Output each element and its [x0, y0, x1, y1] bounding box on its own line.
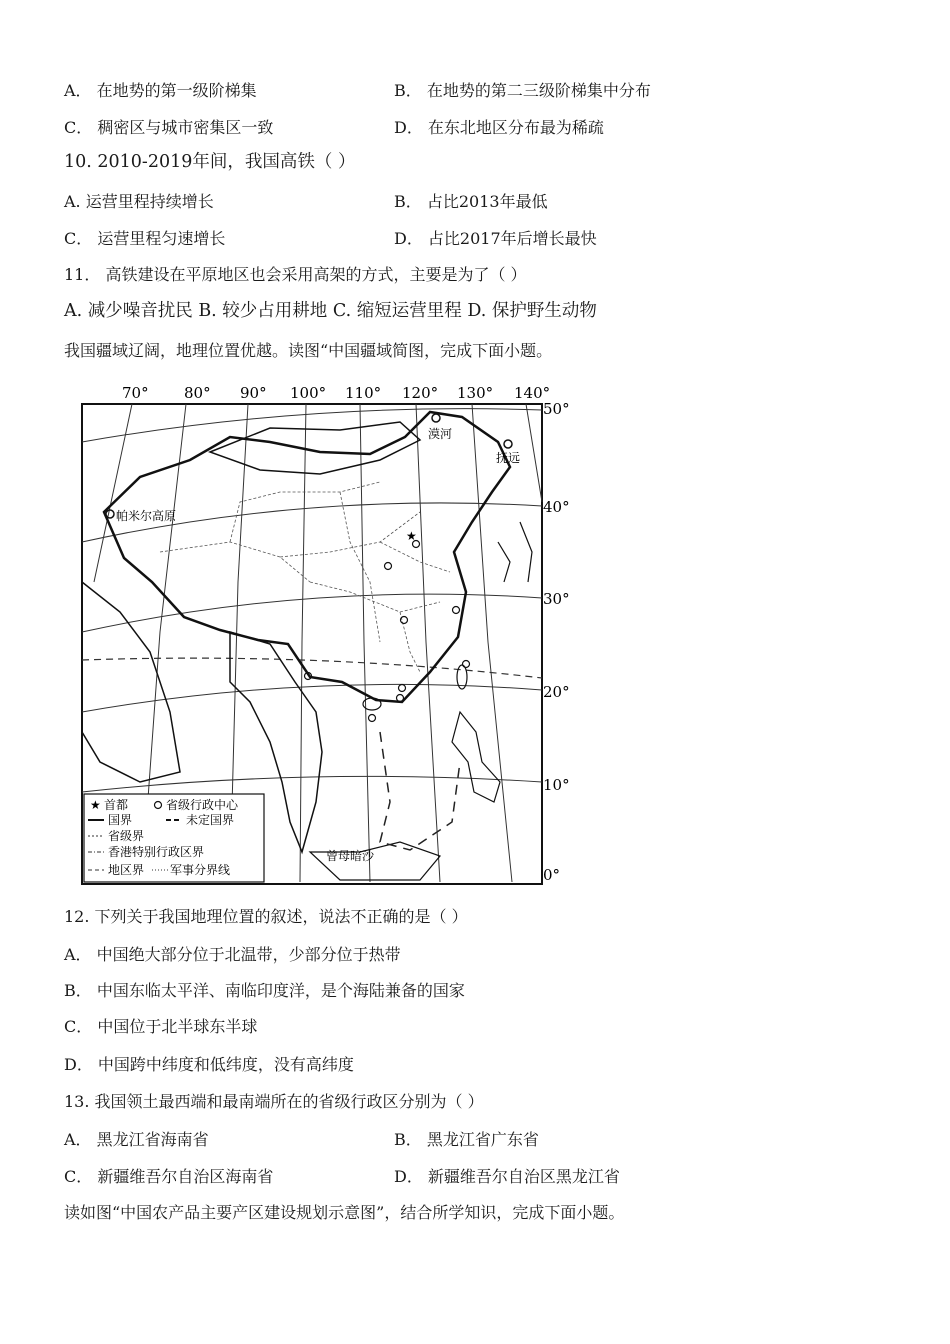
q12-option-d: D． 中国跨中纬度和低纬度，没有高纬度 — [64, 1055, 354, 1074]
legend-capital: 首都 — [104, 798, 129, 812]
q10-option-a: A. 运营里程持续增长 — [64, 192, 214, 211]
legend-provincial-border: 省级界 — [108, 829, 145, 843]
q13-options-row-1 — [64, 1130, 539, 1150]
lat-label-50: 50° — [543, 400, 570, 418]
lon-label-70: 70° — [122, 384, 149, 402]
legend-national-border: 国界 — [108, 813, 133, 827]
q9-option-c: C． 稠密区与城市密集区一致 — [64, 118, 274, 137]
q12-option-b: B． 中国东临太平洋、南临印度洋，是个海陆兼备的国家 — [64, 981, 465, 1000]
map-svg — [80, 382, 576, 888]
q10-option-d: D． 占比2017年后增长最快 — [394, 229, 597, 248]
legend-capital-icon: ★ — [90, 798, 101, 812]
q10-options-row-2 — [64, 229, 597, 249]
pamir-label: 帕米尔高原 — [116, 509, 177, 523]
q12-option-a: A． 中国绝大部分位于北温带，少部分位于热带 — [64, 945, 401, 964]
q13-stem: 13. 我国领土最西端和最南端所在的省级行政区分别为（ ） — [64, 1092, 484, 1111]
lat-label-0: 0° — [543, 866, 561, 884]
lat-label-30: 30° — [543, 590, 570, 608]
q13-option-c: C． 新疆维吾尔自治区海南省 — [64, 1167, 274, 1186]
map-legend — [84, 794, 264, 882]
china-territory-map — [80, 382, 576, 888]
q11-options: A. 减少噪音扰民 B. 较少占用耕地 C. 缩短运营里程 D. 保护野生动物 — [64, 301, 597, 321]
lon-label-130: 130° — [457, 384, 494, 402]
q9-option-a: A． 在地势的第一级阶梯集 — [64, 81, 257, 100]
fuyuan-label: 抚远 — [496, 451, 521, 465]
legend-region-border: 地区界 — [108, 863, 145, 877]
lon-label-100: 100° — [290, 384, 327, 402]
q12-option-c: C． 中国位于北半球东半球 — [64, 1017, 258, 1036]
q13-option-b: B． 黑龙江省广东省 — [394, 1130, 539, 1149]
lon-label-90: 90° — [240, 384, 267, 402]
q13-option-a: A． 黑龙江省海南省 — [64, 1130, 209, 1149]
q9-option-d: D． 在东北地区分布最为稀疏 — [394, 118, 604, 137]
q10-option-b: B． 占比2013年最低 — [394, 192, 548, 211]
q10-option-c: C． 运营里程匀速增长 — [64, 229, 226, 248]
zengmu-label: 曾母暗沙 — [326, 849, 375, 863]
legend-military-line: 军事分界线 — [170, 863, 231, 877]
map-intro-text: 我国疆域辽阔，地理位置优越。读图“中国疆域简图，完成下面小题。 — [64, 341, 553, 360]
lon-label-140: 140° — [514, 384, 551, 402]
lon-label-110: 110° — [345, 384, 382, 402]
q9-options-row-1 — [64, 81, 651, 101]
q10-stem: 10. 2010-2019年间，我国高铁（ ） — [64, 152, 356, 172]
q10-options-row-1 — [64, 192, 548, 212]
lon-label-80: 80° — [184, 384, 211, 402]
lat-label-20: 20° — [543, 683, 570, 701]
legend-hk-border: 香港特别行政区界 — [108, 845, 205, 859]
capital-star-icon: ★ — [406, 529, 417, 543]
mohe-label: 漠河 — [428, 427, 453, 441]
legend-undefined-border: 未定国界 — [186, 813, 235, 827]
q13-options-row-2 — [64, 1167, 620, 1187]
lat-label-40: 40° — [543, 498, 570, 516]
q11-stem: 11． 高铁建设在平原地区也会采用高架的方式，主要是为了（ ） — [64, 265, 527, 284]
q9-option-b: B． 在地势的第二三级阶梯集中分布 — [394, 81, 651, 100]
lat-label-10: 10° — [543, 776, 570, 794]
q9-options-row-2 — [64, 118, 604, 138]
next-section-intro: 读如图“中国农产品主要产区建设规划示意图”，结合所学知识，完成下面小题。 — [64, 1203, 625, 1222]
q12-stem: 12. 下列关于我国地理位置的叙述，说法不正确的是（ ） — [64, 907, 468, 926]
q13-option-d: D． 新疆维吾尔自治区黑龙江省 — [394, 1167, 620, 1186]
legend-provincial-center: 省级行政中心 — [166, 798, 239, 812]
lon-label-120: 120° — [402, 384, 439, 402]
